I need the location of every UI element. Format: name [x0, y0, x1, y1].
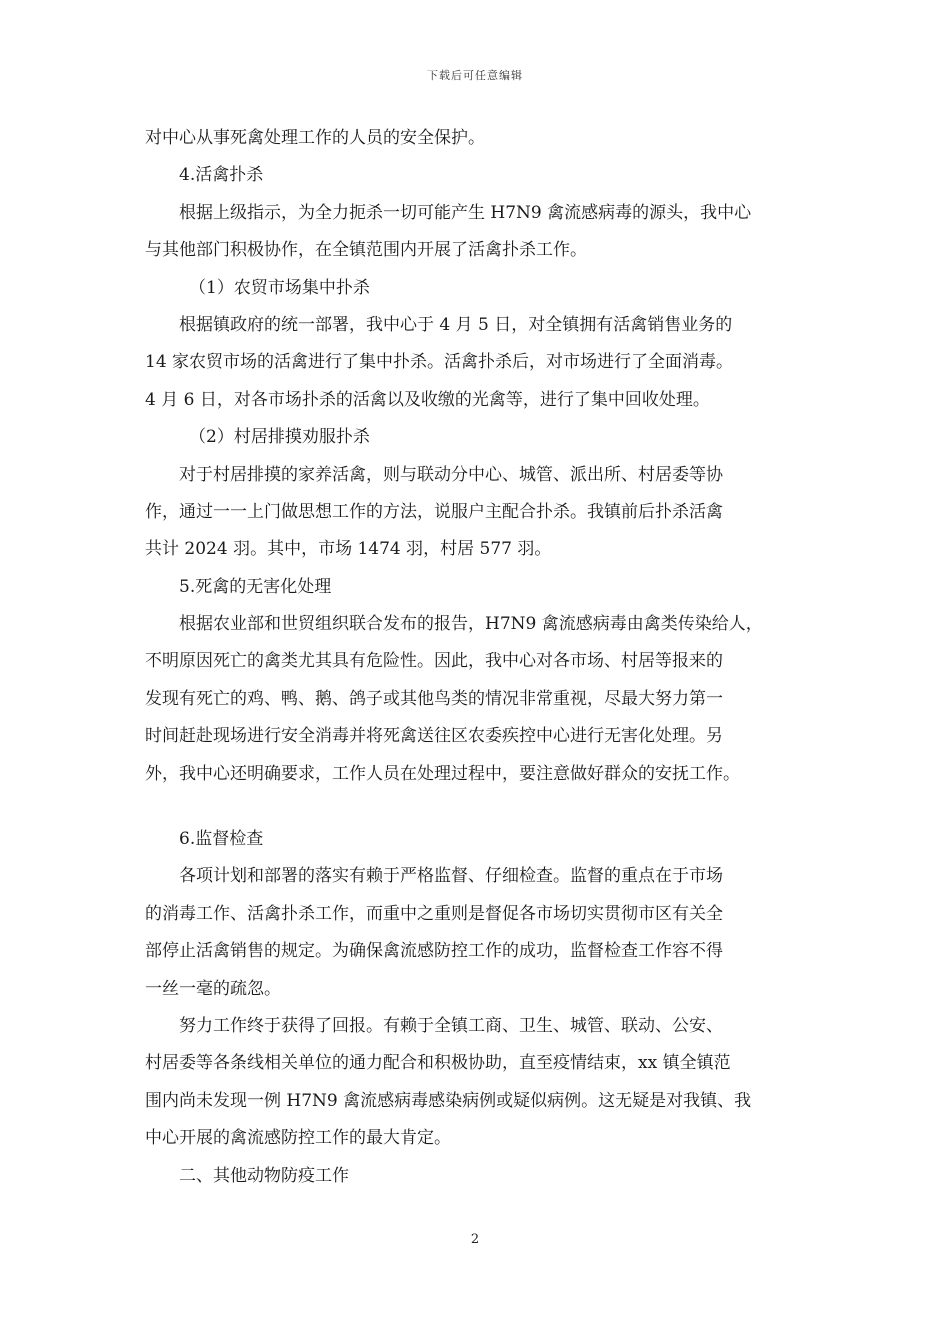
- subheading-1: （1）农贸市场集中扑杀: [189, 277, 370, 298]
- subheading-2: （2）村居排摸劝服扑杀: [189, 427, 370, 448]
- paragraph-line: 14 家农贸市场的活禽进行了集中扑杀。活禽扑杀后，对市场进行了全面消毒。: [145, 352, 734, 373]
- paragraph-line: 中心开展的禽流感防控工作的最大肯定。: [145, 1128, 451, 1149]
- section-heading-5: 5.死禽的无害化处理: [179, 576, 332, 597]
- paragraph-line: 不明原因死亡的禽类尤其具有危险性。因此，我中心对各市场、村居等报来的: [145, 651, 723, 672]
- section-heading-other: 二、其他动物防疫工作: [179, 1165, 349, 1186]
- paragraph-line: 围内尚未发现一例 H7N9 禽流感病毒感染病例或疑似病例。这无疑是对我镇、我: [145, 1090, 752, 1111]
- section-heading-4: 4.活禽扑杀: [179, 165, 264, 186]
- paragraph-line: 根据镇政府的统一部署，我中心于 4 月 5 日，对全镇拥有活禽销售业务的: [179, 314, 733, 335]
- paragraph-line: 作，通过一一上门做思想工作的方法，说服户主配合扑杀。我镇前后扑杀活禽: [145, 501, 723, 522]
- paragraph-line: 根据上级指示，为全力扼杀一切可能产生 H7N9 禽流感病毒的源头，我中心: [179, 202, 752, 223]
- paragraph-line: 各项计划和部署的落实有赖于严格监督、仔细检查。监督的重点在于市场: [179, 866, 723, 887]
- paragraph-line: 时间赶赴现场进行安全消毒并将死禽送往区农委疾控中心进行无害化处理。另: [145, 726, 723, 747]
- paragraph-line: 的消毒工作、活禽扑杀工作，而重中之重则是督促各市场切实贯彻市区有关全: [145, 903, 723, 924]
- paragraph-line: 村居委等各条线相关单位的通力配合和积极协助，直至疫情结束，xx 镇全镇范: [145, 1053, 731, 1074]
- paragraph-line: 一丝一毫的疏忽。: [145, 978, 281, 999]
- page-header: 下载后可任意编辑: [427, 69, 523, 82]
- paragraph-line: 对于村居排摸的家养活禽，则与联动分中心、城管、派出所、村居委等协: [179, 464, 723, 485]
- paragraph-line: 共计 2024 羽。其中，市场 1474 羽，村居 577 羽。: [145, 539, 552, 560]
- paragraph-line: 努力工作终于获得了回报。有赖于全镇工商、卫生、城管、联动、公安、: [179, 1015, 723, 1036]
- paragraph-line: 4 月 6 日，对各市场扑杀的活禽以及收缴的光禽等，进行了集中回收处理。: [145, 389, 710, 410]
- blank-gap: [145, 793, 817, 821]
- paragraph-line: 与其他部门积极协作，在全镇范围内开展了活禽扑杀工作。: [145, 240, 587, 261]
- paragraph-line: 外，我中心还明确要求，工作人员在处理过程中，要注意做好群众的安抚工作。: [145, 763, 740, 784]
- paragraph-line: 对中心从事死禽处理工作的人员的安全保护。: [145, 128, 485, 148]
- paragraph-line: 部停止活禽销售的规定。为确保禽流感防控工作的成功，监督检查工作容不得: [145, 941, 723, 962]
- paragraph-line: 根据农业部和世贸组织联合发布的报告，H7N9 禽流感病毒由禽类传染给人，: [179, 614, 763, 635]
- document-body: [145, 120, 817, 1195]
- paragraph-line: 发现有死亡的鸡、鸭、鹅、鸽子或其他鸟类的情况非常重视，尽最大努力第一: [145, 688, 723, 709]
- page-number: 2: [470, 1232, 480, 1247]
- section-heading-6: 6.监督检查: [179, 829, 264, 850]
